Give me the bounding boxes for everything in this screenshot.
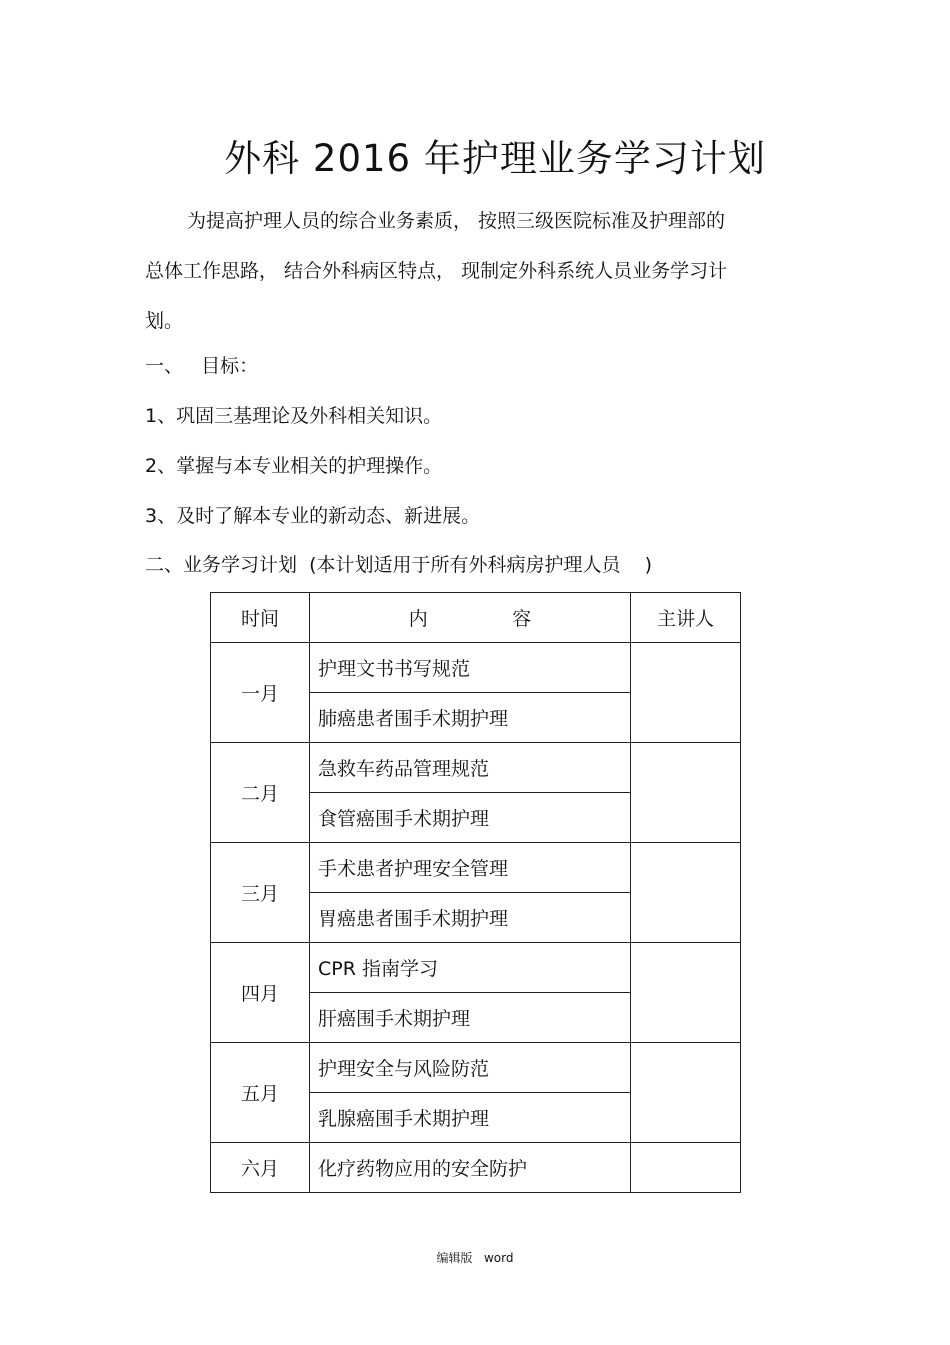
- topic-cell: 胃癌患者围手术期护理: [310, 893, 631, 943]
- intro-paragraph: [145, 196, 795, 346]
- page-footer: 编辑版 word: [436, 1251, 514, 1265]
- topic-cell: 肺癌患者围手术期护理: [310, 693, 631, 743]
- topic-cell: 化疗药物应用的安全防护: [310, 1143, 631, 1193]
- topic-cell: 急救车药品管理规范: [310, 743, 631, 793]
- topic-cell: 手术患者护理安全管理: [310, 843, 631, 893]
- intro-line-2: 总体工作思路， 结合外科病区特点， 现制定外科系统人员业务学习计: [145, 260, 728, 282]
- header-content: 内 容: [310, 593, 631, 643]
- table-row: [211, 843, 741, 893]
- speaker-cell: [631, 943, 741, 1043]
- topic-cell: 护理文书书写规范: [310, 643, 631, 693]
- table-row: [211, 1043, 741, 1093]
- month-cell: 二月: [211, 743, 310, 843]
- header-time: 时间: [211, 593, 310, 643]
- speaker-cell: [631, 643, 741, 743]
- table-row: [211, 643, 741, 693]
- month-cell: 三月: [211, 843, 310, 943]
- month-cell: 四月: [211, 943, 310, 1043]
- goal-item-1: 1、巩固三基理论及外科相关知识。: [145, 405, 443, 427]
- intro-line-1: 为提高护理人员的综合业务素质， 按照三级医院标准及护理部的: [187, 210, 726, 232]
- section-heading-goals: 一、 目标：: [145, 355, 259, 377]
- topic-cell: 肝癌围手术期护理: [310, 993, 631, 1043]
- topic-cell: 乳腺癌围手术期护理: [310, 1093, 631, 1143]
- table-row: [211, 743, 741, 793]
- speaker-cell: [631, 843, 741, 943]
- speaker-cell: [631, 1143, 741, 1193]
- study-plan-table: [210, 592, 741, 1193]
- topic-cell: 食管癌围手术期护理: [310, 793, 631, 843]
- intro-line-3: 划。: [145, 310, 184, 332]
- speaker-cell: [631, 1043, 741, 1143]
- goal-item-2: 2、掌握与本专业相关的护理操作。: [145, 455, 443, 477]
- goal-item-3: 3、及时了解本专业的新动态、新进展。: [145, 505, 481, 527]
- document-title: 外科 2016 年护理业务学习计划: [224, 137, 766, 180]
- topic-cell: 护理安全与风险防范: [310, 1043, 631, 1093]
- header-speaker: 主讲人: [631, 593, 741, 643]
- topic-cell: CPR 指南学习: [310, 943, 631, 993]
- month-cell: 六月: [211, 1143, 310, 1193]
- speaker-cell: [631, 743, 741, 843]
- table-header-row: [211, 593, 741, 643]
- table-row: [211, 1143, 741, 1193]
- month-cell: 一月: [211, 643, 310, 743]
- table-row: [211, 943, 741, 993]
- section-heading-plan: 二、业务学习计划 (本计划适用于所有外科病房护理人员 ): [145, 554, 653, 576]
- month-cell: 五月: [211, 1043, 310, 1143]
